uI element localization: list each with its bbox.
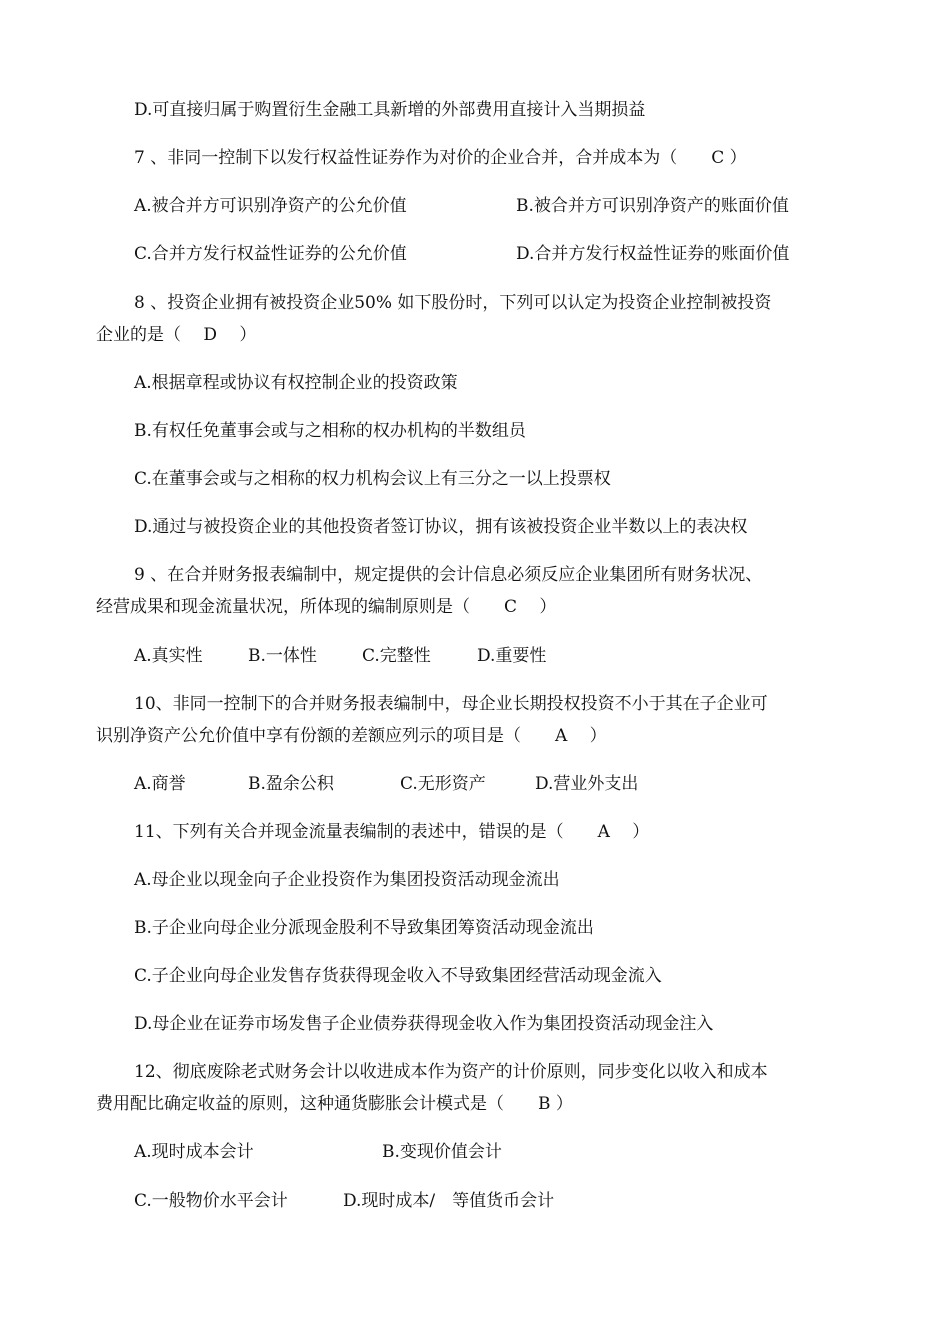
q9-option-b: B.一体性: [248, 646, 317, 666]
q7-stem: 7 、非同一控制下以发行权益性证券作为对价的企业合并，合并成本为（ C ）: [134, 148, 747, 168]
q12-option-b: B.变现价值会计: [382, 1142, 502, 1162]
q8-option-d: D.通过与被投资企业的其他投资者签订协议，拥有该被投资企业半数以上的表决权: [134, 517, 748, 537]
q8-option-c: C.在董事会或与之相称的权力机构会议上有三分之一以上投票权: [134, 469, 611, 489]
q11-stem: 11、下列有关合并现金流量表编制的表述中，错误的是（ A ）: [134, 822, 650, 842]
q10-option-b: B.盈余公积: [248, 774, 334, 794]
q9-stem-line2: 经营成果和现金流量状况，所体现的编制原则是（ C ）: [96, 597, 557, 617]
q10-option-a: A.商誉: [134, 774, 186, 794]
q9-stem-line1: 9 、在合并财务报表编制中，规定提供的会计信息必须反应企业集团所有财务状况、: [134, 565, 763, 585]
q12-stem-line1: 12、彻底废除老式财务会计以收进成本作为资产的计价原则，同步变化以收入和成本: [134, 1062, 768, 1082]
q12-option-c: C.一般物价水平会计: [134, 1191, 288, 1211]
q9-option-a: A.真实性: [134, 646, 203, 666]
q6-option-d: D.可直接归属于购置衍生金融工具新增的外部费用直接计入当期损益: [134, 100, 646, 120]
q10-option-d: D.营业外支出: [535, 774, 639, 794]
q8-stem-line2: 企业的是（ D ）: [96, 325, 257, 345]
q11-option-a: A.母企业以现金向子企业投资作为集团投资活动现金流出: [134, 870, 560, 890]
q12-stem-line2: 费用配比确定收益的原则，这种通货膨胀会计模式是（ B ）: [96, 1094, 573, 1114]
q11-option-d: D.母企业在证券市场发售子企业债券获得现金收入作为集团投资活动现金注入: [134, 1014, 714, 1034]
q10-stem-line2: 识别净资产公允价值中享有份额的差额应列示的项目是（ A ）: [96, 726, 607, 746]
q8-option-b: B.有权任免董事会或与之相称的权办机构的半数组员: [134, 421, 526, 441]
q7-option-a: A.被合并方可识别净资产的公允价值: [134, 196, 407, 216]
q9-option-d: D.重要性: [477, 646, 547, 666]
q12-option-d: D.现时成本/ 等值货币会计: [343, 1191, 555, 1211]
q9-option-c: C.完整性: [362, 646, 431, 666]
q7-option-b: B.被合并方可识别净资产的账面价值: [516, 196, 789, 216]
q8-option-a: A.根据章程或协议有权控制企业的投资政策: [134, 373, 458, 393]
q10-stem-line1: 10、非同一控制下的合并财务报表编制中，母企业长期投权投资不小于其在子企业可: [134, 694, 768, 714]
q12-option-a: A.现时成本会计: [134, 1142, 254, 1162]
q11-option-c: C.子企业向母企业发售存货获得现金收入不导致集团经营活动现金流入: [134, 966, 662, 986]
q7-option-c: C.合并方发行权益性证券的公允价值: [134, 244, 407, 264]
q10-option-c: C.无形资产: [400, 774, 486, 794]
q11-option-b: B.子企业向母企业分派现金股利不导致集团筹资活动现金流出: [134, 918, 594, 938]
q8-stem-line1: 8 、投资企业拥有被投资企业50% 如下股份时，下列可以认定为投资企业控制被投资: [134, 293, 772, 313]
q7-option-d: D.合并方发行权益性证券的账面价值: [516, 244, 790, 264]
